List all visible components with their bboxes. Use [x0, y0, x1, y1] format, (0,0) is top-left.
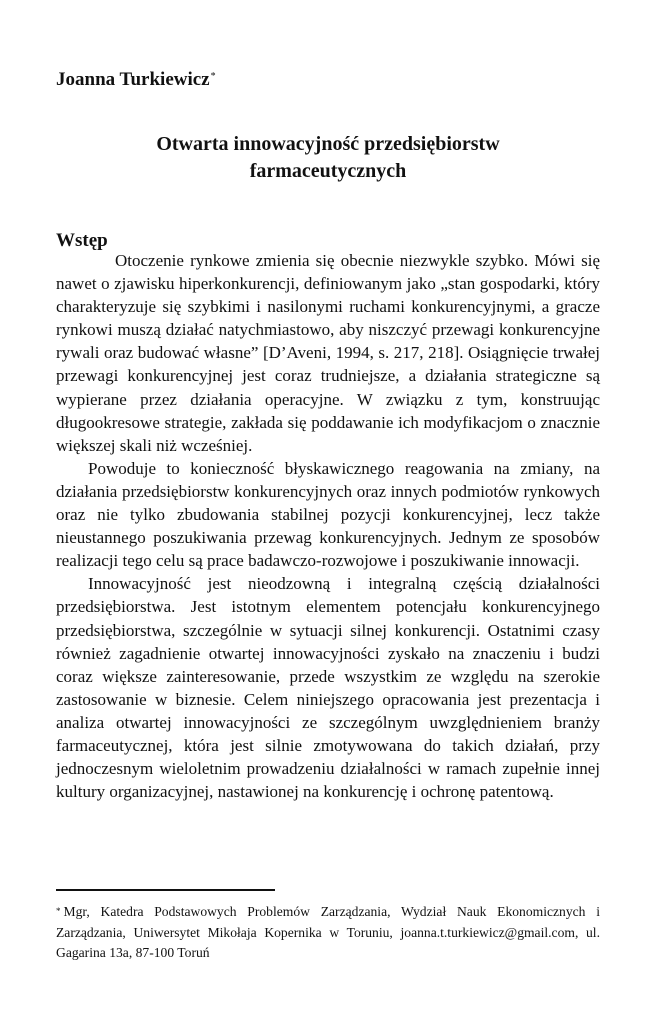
paragraph: Powoduje to konieczność błyskawicznego reagowania na zmiany, na działania przedsiębiorstw konkurencyjnych oraz innych podmiotów rynkowych oraz nie tylko zbudowania stabilnej pozycji konkurencyjnej, lecz także nieustannego poszukiwania przewag konkurencyjnych. Jednym ze sposobów realizacji tego celu są prace badawczo-rozwojowe i poszukiwanie innowacji.: [56, 458, 600, 571]
section-body: [56, 249, 600, 803]
footnote-divider: [56, 889, 275, 891]
author-footnote-marker: *: [210, 71, 216, 82]
footnote-marker: *: [56, 906, 61, 916]
author-line: [56, 68, 216, 92]
footnote: [56, 902, 600, 964]
section-heading: Wstęp: [56, 230, 108, 251]
paragraph: Innowacyjność jest nieodzowną i integralną częścią działalności przedsiębiorstwa. Jest istotnym elementem potencjału konkurencyjnego przedsiębiorstwa, szczególnie w sytuacji silnej konkurencji. Ostatnimi czasy również zagadnienie otwartej innowacyjności zyskało na znaczeniu i budzi coraz większe zainteresowanie, przede wszystkim ze względu na szerokie zastosowanie w biznesie. Celem niniejszego opracowania jest prezentacja i analiza otwartej innowacyjności ze szczególnym uwzględnieniem branży farmaceutycznej, która jest silnie zmotywowana do takich działań, przy jednoczesnym wieloletnim prowadzeniu działalności w ramach zupełnie innej kultury organizacyjnej, nastawionej na konkurencję i ochronę patentową.: [56, 574, 600, 802]
author-name: Joanna Turkiewicz: [56, 69, 210, 90]
title-line-1: Otwarta innowacyjność przedsiębiorstw: [156, 133, 500, 155]
title-line-2: farmaceutycznych: [249, 160, 407, 182]
article-title: [56, 131, 600, 185]
paragraph: Otoczenie rynkowe zmienia się obecnie niezwykle szybko. Mówi się nawet o zjawisku hiperkonkurencji, definiowanym jako „stan gospodarki, który charakteryzuje się szybkimi i nasilonymi ruchami konkurencyjnymi, a gracze rynkowi muszą działać natychmiastowo, aby niszczyć przewagi konkurencyjne rywali oraz budować własne” [D’Aveni, 1994, s. 217, 218]. Osiągnięcie trwałej przewagi konkurencyjnej jest coraz trudniejsze, a działania strategiczne są wypierane przez działania operacyjne. W związku z tym, konstruując długookresowe strategie, zakłada się poddawanie ich modyfikacjom o znacznie większej skali niż wcześniej.: [56, 251, 600, 455]
footnote-text: Mgr, Katedra Podstawowych Problemów Zarządzania, Wydział Nauk Ekonomicznych i Zarządzania, Uniwersytet Mikołaja Kopernika w Toruniu, joanna.t.turkiewicz@gmail.com, ul. Gagarina 13a, 87-100 Toruń: [56, 904, 600, 960]
